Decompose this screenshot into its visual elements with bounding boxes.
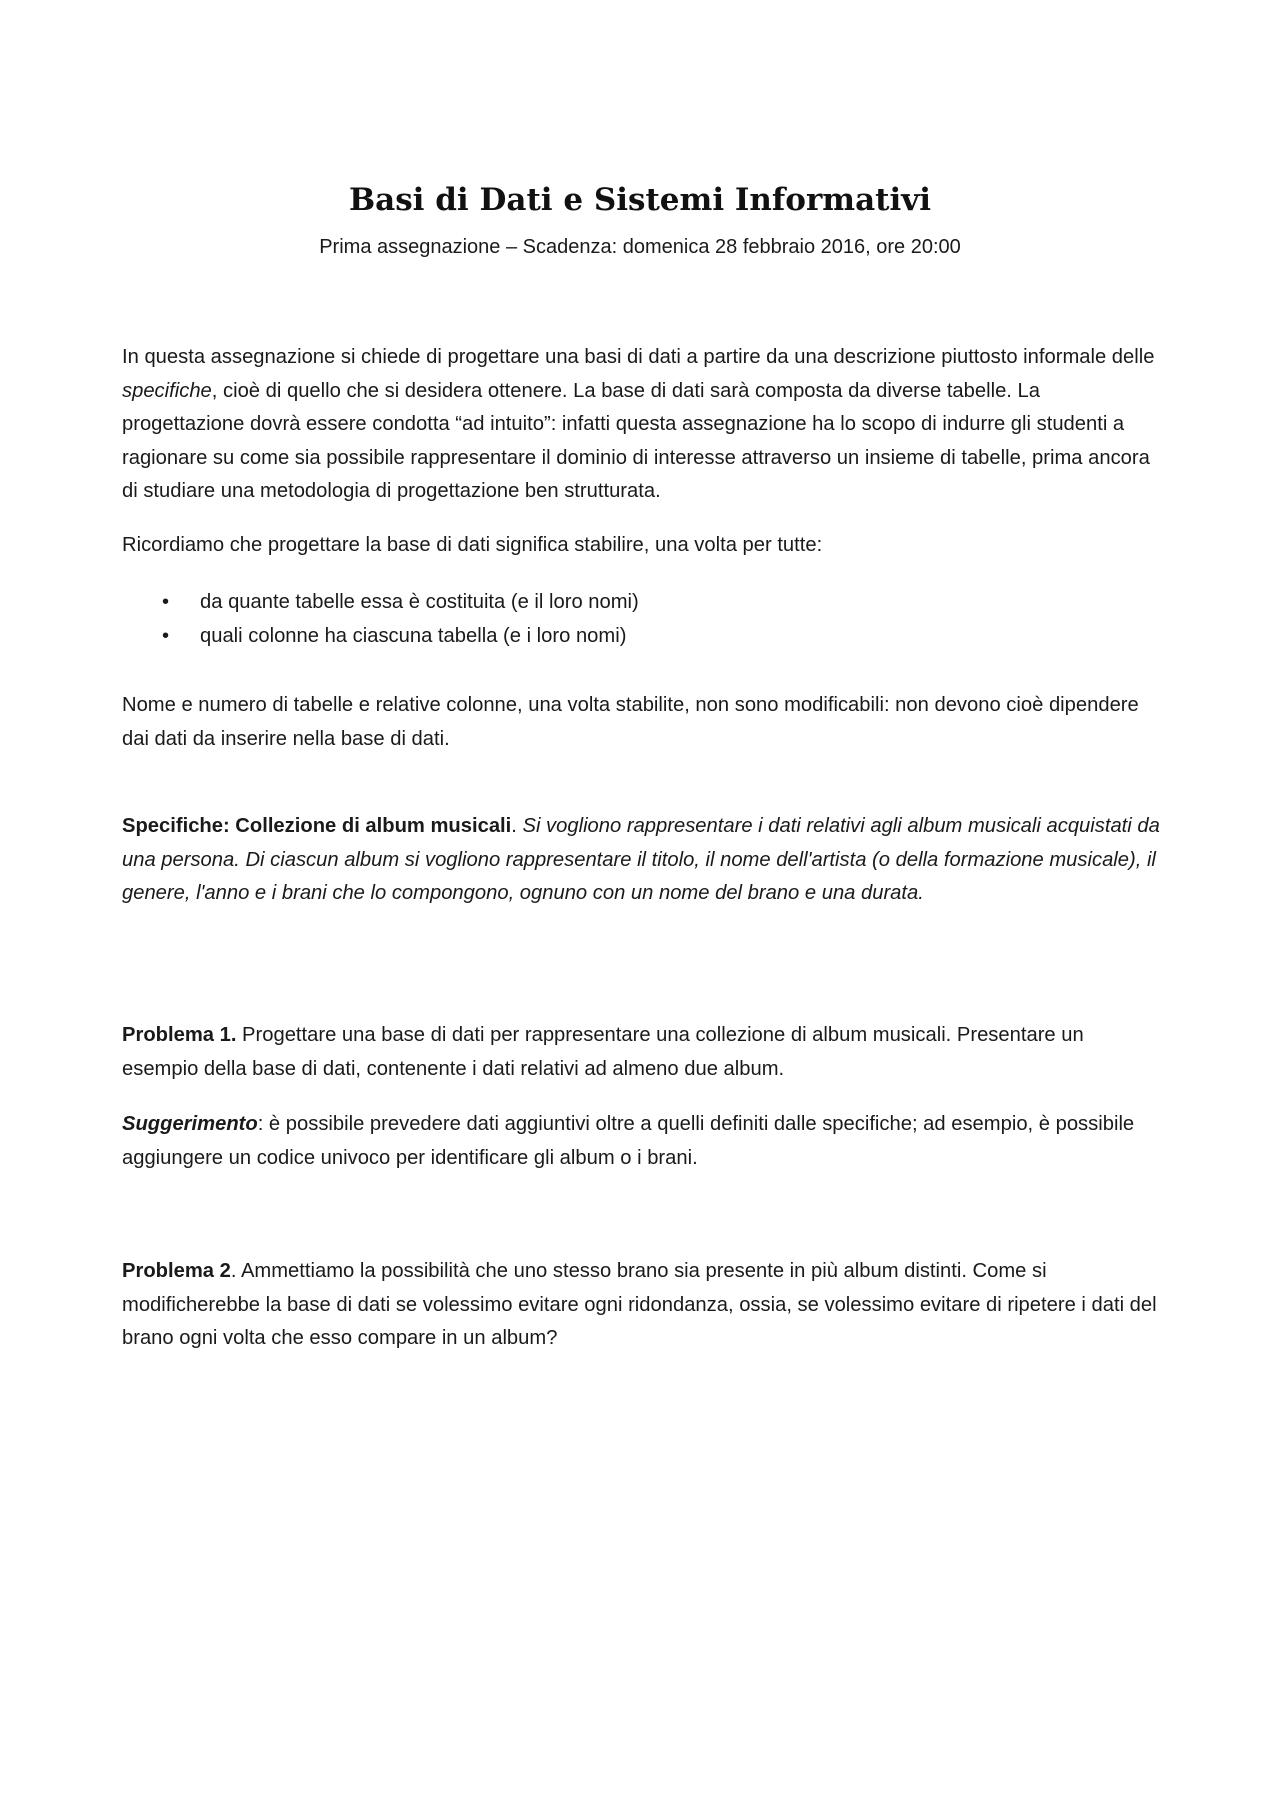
list-item: [122, 619, 1162, 653]
problema-1-paragraph: [122, 1019, 1162, 1086]
suggerimento-text: : è possibile prevedere dati aggiuntivi oltre a quelli definiti dalle specifiche; ad esempio, è possibile aggiungere un codice univoco per identificare gli album o i brani.: [122, 1113, 1135, 1169]
tables-note-paragraph: Nome e numero di tabelle e relative colonne, una volta stabilite, non sono modificabili: non devono cioè dipendere dai dati da inserire nella base di dati.: [122, 694, 1139, 750]
suggerimento-paragraph: [122, 1108, 1162, 1175]
specifiche-text: Si vogliono rappresentare i dati relativi agli album musicali acquistati da una persona. Di ciascun album si vogliono rappresentare il titolo, il nome dell'artista (o della formazione musicale), il genere, l'anno e i brani che lo compongono, ognuno con un nome del brano e una durata.: [122, 815, 1160, 905]
recall-paragraph: Ricordiamo che progettare la base di dati significa stabilire, una volta per tutte:: [122, 534, 823, 556]
list-item: [122, 585, 1162, 619]
bullet-icon: •: [162, 625, 170, 647]
list-item-text: da quante tabelle essa è costituita (e il loro nomi): [200, 591, 639, 613]
intro-emphasis: specifiche: [122, 379, 212, 402]
specifiche-paragraph: [122, 810, 1162, 911]
suggerimento-label: Suggerimento: [122, 1113, 258, 1135]
intro-text-start: In questa assegnazione si chiede di progettare una basi di dati a partire da una descrizione piuttosto informale delle: [122, 346, 1155, 368]
bullet-icon: •: [162, 591, 170, 613]
intro-paragraph: [122, 341, 1162, 509]
specifiche-label-end: .: [511, 815, 523, 837]
document-title: Basi di Dati e Sistemi Informativi: [348, 182, 932, 218]
problema-2-text: . Ammettiamo la possibilità che uno stesso brano sia presente in più album distinti. Come si modificherebbe la base di dati se volessimo evitare ogni ridondanza, ossia, se volessimo evitare di ripetere i dati del brano ogni volta che esso compare in un album?: [122, 1260, 1157, 1350]
specifiche-label: Specifiche: Collezione di album musicali: [122, 815, 512, 837]
problema-1-label: Problema 1.: [122, 1024, 237, 1046]
intro-text-end: , cioè di quello che si desidera ottenere. La base di dati sarà composta da diverse tabelle. La progettazione dovrà essere condotta “ad intuito”: infatti questa assegnazione ha lo scopo di indurre gli studenti a ragionare su come sia possibile rappresentare il dominio di interesse attraverso un insieme di tabelle, prima ancora di studiare una metodologia di progettazione ben strutturata.: [122, 379, 1150, 503]
bullet-list: [122, 585, 1162, 653]
problema-2-label: Problema 2: [122, 1260, 231, 1282]
problema-2-paragraph: [122, 1255, 1162, 1356]
document-subtitle: Prima assegnazione – Scadenza: domenica 28 febbraio 2016, ore 20:00: [319, 236, 961, 258]
list-item-text: quali colonne ha ciascuna tabella (e i loro nomi): [200, 625, 627, 647]
problema-1-text: Progettare una base di dati per rappresentare una collezione di album musicali. Presentare un esempio della base di dati, contenente i dati relativi ad almeno due album.: [122, 1024, 1084, 1080]
